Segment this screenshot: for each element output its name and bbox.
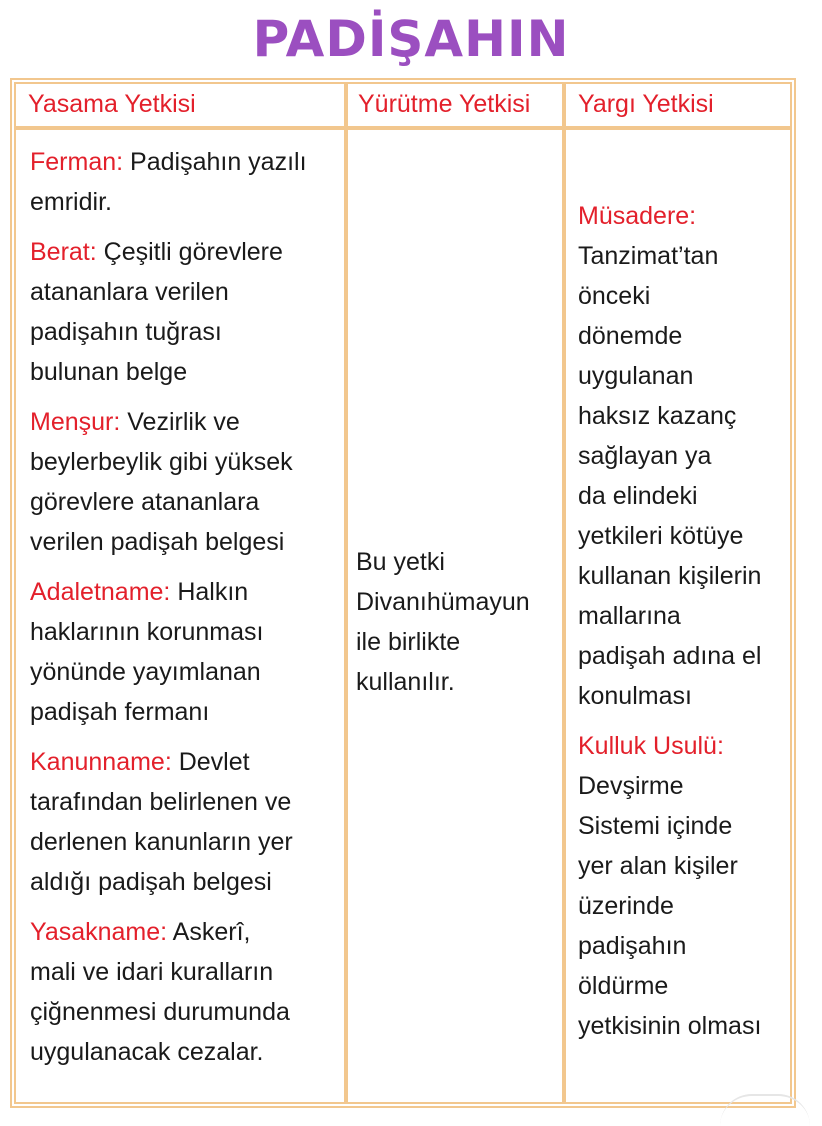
yasama-entry (30, 912, 344, 1072)
entry-line: haklarının korunması (30, 618, 264, 646)
entry-line: beylerbeylik gibi yüksek (30, 448, 293, 476)
yasama-entry (30, 742, 344, 902)
yurutme-line: ile birlikte (356, 628, 461, 656)
yargi-entry (578, 726, 786, 1046)
definition-text: Askerî, (167, 918, 251, 946)
entry-line: atananlara verilen (30, 278, 229, 306)
term-label: Müsadere: (578, 202, 697, 230)
term-label: Adaletname: (30, 578, 171, 606)
definition-text: Vezirlik ve (120, 408, 240, 436)
entry-line: emridir. (30, 188, 112, 216)
yurutme-line: Divanıhümayun (356, 588, 530, 616)
entry-line: yetkileri kötüye (578, 522, 744, 550)
yasama-entry (30, 572, 344, 732)
entry-line (30, 742, 344, 782)
yargi-entries (578, 196, 786, 1056)
definition-text: Devlet (171, 748, 250, 776)
term-label: Yasakname: (30, 918, 168, 946)
definition-text: Padişahın yazılı (123, 148, 307, 176)
entry-line: mali ve idari kuralların (30, 958, 274, 986)
yasama-entry (30, 142, 344, 222)
yasama-entry (30, 402, 344, 562)
entry-line: padişahın (578, 932, 687, 960)
entry-line: yönünde yayımlanan (30, 658, 261, 686)
entry-line: padişah fermanı (30, 698, 210, 726)
entry-line (30, 142, 344, 182)
entry-line (30, 402, 344, 442)
yurutme-column (346, 128, 564, 1104)
entry-line: uygulanacak cezalar. (30, 1038, 264, 1066)
entry-line: uygulanan (578, 362, 694, 390)
entry-line: dönemde (578, 322, 683, 350)
entry-line: bulunan belge (30, 358, 188, 386)
definition-text: Halkın (170, 578, 249, 606)
entry-line: haksız kazanç (578, 402, 737, 430)
entry-line: öldürme (578, 972, 669, 1000)
yasama-entries (30, 142, 344, 1072)
watermark-shape (720, 1094, 810, 1126)
entry-line: padişahın tuğrası (30, 318, 222, 346)
entry-line (30, 232, 344, 272)
yargi-column (564, 128, 792, 1104)
entry-line: aldığı padişah belgesi (30, 868, 272, 896)
entry-line (30, 572, 344, 612)
yasama-entry (30, 232, 344, 392)
header-yargi: Yargı Yetkisi (564, 82, 792, 128)
entry-line: mallarına (578, 602, 681, 630)
entry-line (30, 912, 344, 952)
yargi-entry (578, 196, 786, 716)
entry-line: önceki (578, 282, 651, 310)
term-label: Kulluk Usulü: (578, 732, 724, 760)
yasama-column (14, 128, 346, 1104)
entry-line: tarafından belirlenen ve (30, 788, 292, 816)
entry-line: padişah adına el (578, 642, 762, 670)
entry-line: görevlere atananlara (30, 488, 260, 516)
entry-line: verilen padişah belgesi (30, 528, 285, 556)
header-yurutme: Yürütme Yetkisi (346, 82, 564, 128)
term-label: Berat: (30, 238, 97, 266)
term-label: Menşur: (30, 408, 121, 436)
entry-line: yer alan kişiler (578, 852, 738, 880)
entry-line: yetkisinin olması (578, 1012, 762, 1040)
entry-line: Devşirme (578, 772, 684, 800)
yurutme-text (356, 542, 558, 702)
term-label: Kanunname: (30, 748, 172, 776)
entry-line: Tanzimat’tan (578, 242, 719, 270)
entry-line: sağlayan ya (578, 442, 712, 470)
yurutme-line: kullanılır. (356, 668, 455, 696)
header-yasama: Yasama Yetkisi (14, 82, 346, 128)
entry-line: kullanan kişilerin (578, 562, 762, 590)
entry-line: Sistemi içinde (578, 812, 733, 840)
entry-line: üzerinde (578, 892, 674, 920)
page-title: PADİŞAHIN (252, 10, 570, 68)
yurutme-line: Bu yetki (356, 548, 445, 576)
entry-line: konulması (578, 682, 692, 710)
definition-text: Çeşitli görevlere (96, 238, 283, 266)
term-label: Ferman: (30, 148, 124, 176)
entry-line: derlenen kanunların yer (30, 828, 293, 856)
entry-line: da elindeki (578, 482, 698, 510)
entry-line: çiğnenmesi durumunda (30, 998, 290, 1026)
